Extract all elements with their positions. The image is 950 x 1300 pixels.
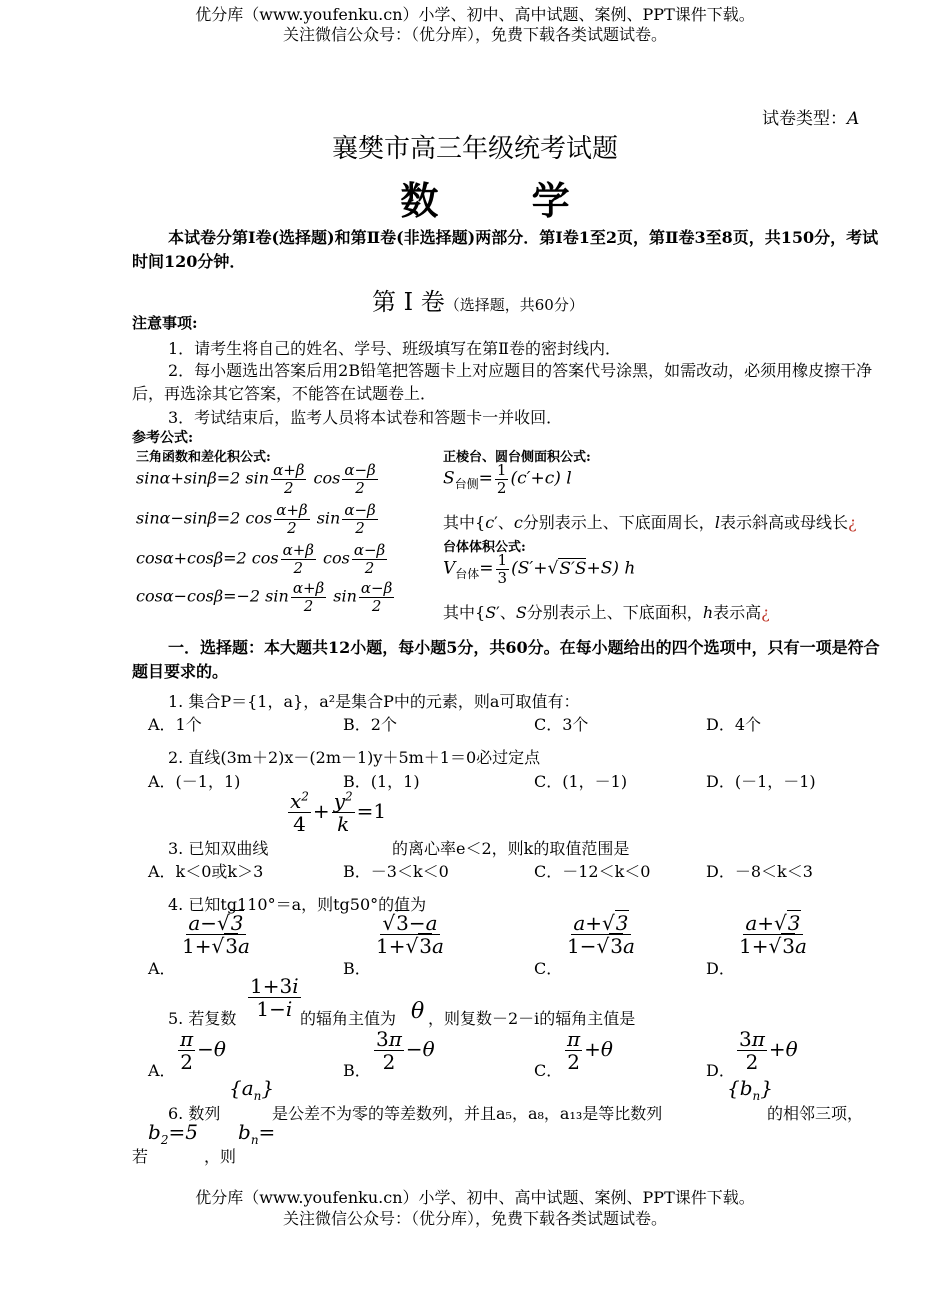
question-6-bn: $b_n=$ (238, 1120, 276, 1147)
question-4-option-b: $\frac{√3-a}{1+√3a}$ (376, 911, 444, 958)
question-5-stem-c: ，则复数－2－i的辐角主值是 (428, 1009, 636, 1028)
question-5-complex-fraction: $\frac{1+3i}{1-i}$ (250, 974, 299, 1021)
notice-item-2: 2．每小题选出答案后用2B铅笔把答题卡上对应题目的答案代号涂黑，如需改动，必须用橡皮擦干净后，再选涂其它答案，不能答在试题卷上． (132, 361, 873, 403)
volume-note: （选择题，共60分） (444, 296, 584, 314)
question-1-option-c: C．3个 (534, 715, 589, 734)
question-2-stem: 2. 直线(3m＋2)x－(2m－1)y＋5m＋1＝0必过定点 (168, 748, 541, 767)
intro-text: 本试卷分第Ⅰ卷(选择题)和第Ⅱ卷(非选择题)两部分．第Ⅰ卷1至2页，第Ⅱ卷3至8页，共150分，考试时间120分钟． (132, 228, 879, 271)
question-1-stem: 1. 集合P＝{1，a}，a²是集合P中的元素，则a可取值有： (168, 692, 580, 711)
question-2-option-b: B．(1，1) (343, 772, 420, 791)
question-5-option-d-label: D． (706, 1061, 735, 1080)
paper-type-label: 试卷类型： (762, 109, 847, 129)
question-5-stem-a: 5. 若复数 (168, 1009, 237, 1028)
question-6-seq-a: $\{a_n\}$ (229, 1076, 275, 1103)
question-4-option-c: $\frac{a+√3}{1-√3a}$ (567, 911, 635, 958)
question-5-option-c: $\frac{\pi}{2}$ +θ (567, 1027, 613, 1074)
question-6-stem-a: 6. 数列 (168, 1104, 221, 1123)
formula-title: 参考公式: (132, 430, 194, 446)
question-3-stem-b: 的离心率e＜2，则k的取值范围是 (392, 839, 630, 858)
question-6-stem-c: 的相邻三项， (767, 1104, 864, 1123)
frustum-volume-title: 台体体积公式: (443, 540, 526, 555)
question-3-stem-a: 3. 已知双曲线 (168, 839, 269, 858)
question-3-option-b: B．－3＜k＜0 (343, 862, 449, 881)
question-5-option-c-label: C． (534, 1061, 563, 1080)
question-4-stem: 4. 已知tg110°＝a，则tg50°的值为 (168, 895, 427, 914)
volume-heading (372, 282, 584, 317)
paper-type (762, 104, 859, 129)
question-2-option-a: A．(－1，1) (148, 772, 241, 791)
question-5-option-a-label: A． (148, 1061, 176, 1080)
question-5-theta: θ (411, 999, 425, 1024)
question-5-option-d: $\frac{3\pi}{2}$ +θ (739, 1027, 798, 1074)
question-6-b2-condition: $b_2=5$ (148, 1120, 198, 1147)
trig-formula-3: cosα+cosβ=2 cos $\frac{\alpha+\beta}{2}$ cos $\frac{\alpha-\beta}{2}$ (136, 541, 386, 577)
question-6-stem-b: 是公差不为零的等差数列，并且a₅，a₈，a₁₃是等比数列 (272, 1104, 663, 1123)
question-1-option-d: D．4个 (706, 715, 762, 734)
trig-formula-4: cosα−cosβ=−2 sin $\frac{\alpha+\beta}{2}$ sin $\frac{\alpha-\beta}{2}$ (136, 579, 393, 615)
question-4-option-a-label: A． (148, 959, 176, 978)
question-5-stem-b: 的辐角主值为 (300, 1009, 397, 1028)
question-2-option-c: C．(1，－1) (534, 772, 628, 791)
question-4-option-d: $\frac{a+√3}{1+√3a}$ (739, 911, 807, 958)
question-3-option-d: D．－8＜k＜3 (706, 862, 813, 881)
notice-item-1: 1．请考生将自己的姓名、学号、班级填写在第Ⅱ卷的密封线内． (168, 339, 622, 358)
notice-item-3: 3．考试结束后，监考人员将本试卷和答题卡一并收回． (168, 408, 563, 427)
question-6-stem-d: 若 (132, 1147, 149, 1166)
page-title: 襄樊市高三年级统考试题 (331, 134, 618, 164)
question-4-option-a: $\frac{a-√3}{1+√3a}$ (182, 911, 250, 958)
question-5-option-b: $\frac{3\pi}{2}$ −θ (376, 1027, 435, 1074)
frustum-area-title: 正棱台、圆台侧面积公式: (443, 450, 591, 465)
question-4-option-d-label: D． (706, 959, 735, 978)
question-6-seq-b: $\{b_n\}$ (727, 1076, 773, 1103)
question-6-stem-e: ，则 (204, 1147, 237, 1166)
trig-formula-2: sinα−sinβ=2 cos $\frac{\alpha+\beta}{2}$ sin $\frac{\alpha-\beta}{2}$ (136, 501, 376, 537)
notice-title: 注意事项: (132, 314, 198, 332)
paper-type-value: A (847, 109, 860, 129)
section-1-heading: 一．选择题：本大题共12小题，每小题5分，共60分。在每小题给出的四个选项中，只有一项是符合题目要求的。 (132, 638, 880, 681)
question-5-option-b-label: B． (343, 1061, 371, 1080)
trig-formula-1: sinα+sinβ=2 sin $\frac{\alpha+\beta}{2}$ cos $\frac{\alpha-\beta}{2}$ (136, 461, 376, 497)
question-4-option-b-label: B． (343, 959, 371, 978)
trig-formula-title: 三角函数和差化积公式: (136, 450, 271, 465)
volume-title: 第 Ⅰ 卷 (372, 288, 445, 316)
question-1-option-b: B．2个 (343, 715, 397, 734)
question-1-option-a: A．1个 (148, 715, 202, 734)
frustum-volume-note: 其中{S′、S分别表示上、下底面积，h表示高¿ (443, 603, 770, 622)
footer-line-1: 优分库（www.youfenku.cn）小学、初中、高中试题、案例、PPT课件下载。 (195, 1188, 755, 1207)
question-3-hyperbola: $\frac{x^2}{4}$ + $\frac{y^2}{k}$ =1 (290, 789, 387, 836)
footer-line-2: 关注微信公众号：（优分库），免费下载各类试题试卷。 (282, 1209, 667, 1228)
subject-title: 数 学 (400, 178, 610, 223)
header-line-2: 关注微信公众号：（优分库），免费下载各类试题试卷。 (282, 25, 667, 44)
question-5-option-a: $\frac{\pi}{2}$ −θ (180, 1027, 226, 1074)
header-line-1: 优分库（www.youfenku.cn）小学、初中、高中试题、案例、PPT课件下载。 (195, 5, 755, 24)
question-4-option-c-label: C． (534, 959, 563, 978)
frustum-area-formula: $S_{台侧}=$ $\frac{1}{2}$ (c′+c) l (443, 461, 572, 497)
question-3-option-a: A．k＜0或k＞3 (148, 862, 264, 881)
question-2-option-d: D．(－1，－1) (706, 772, 816, 791)
question-3-option-c: C．－12＜k＜0 (534, 862, 651, 881)
frustum-area-note: 其中{c′、c分别表示上、下底面周长，l表示斜高或母线长¿ (443, 513, 857, 532)
frustum-volume-formula: $V_{台体}=$ $\frac{1}{3}$ (S′+√S′S+S) h (443, 551, 636, 587)
